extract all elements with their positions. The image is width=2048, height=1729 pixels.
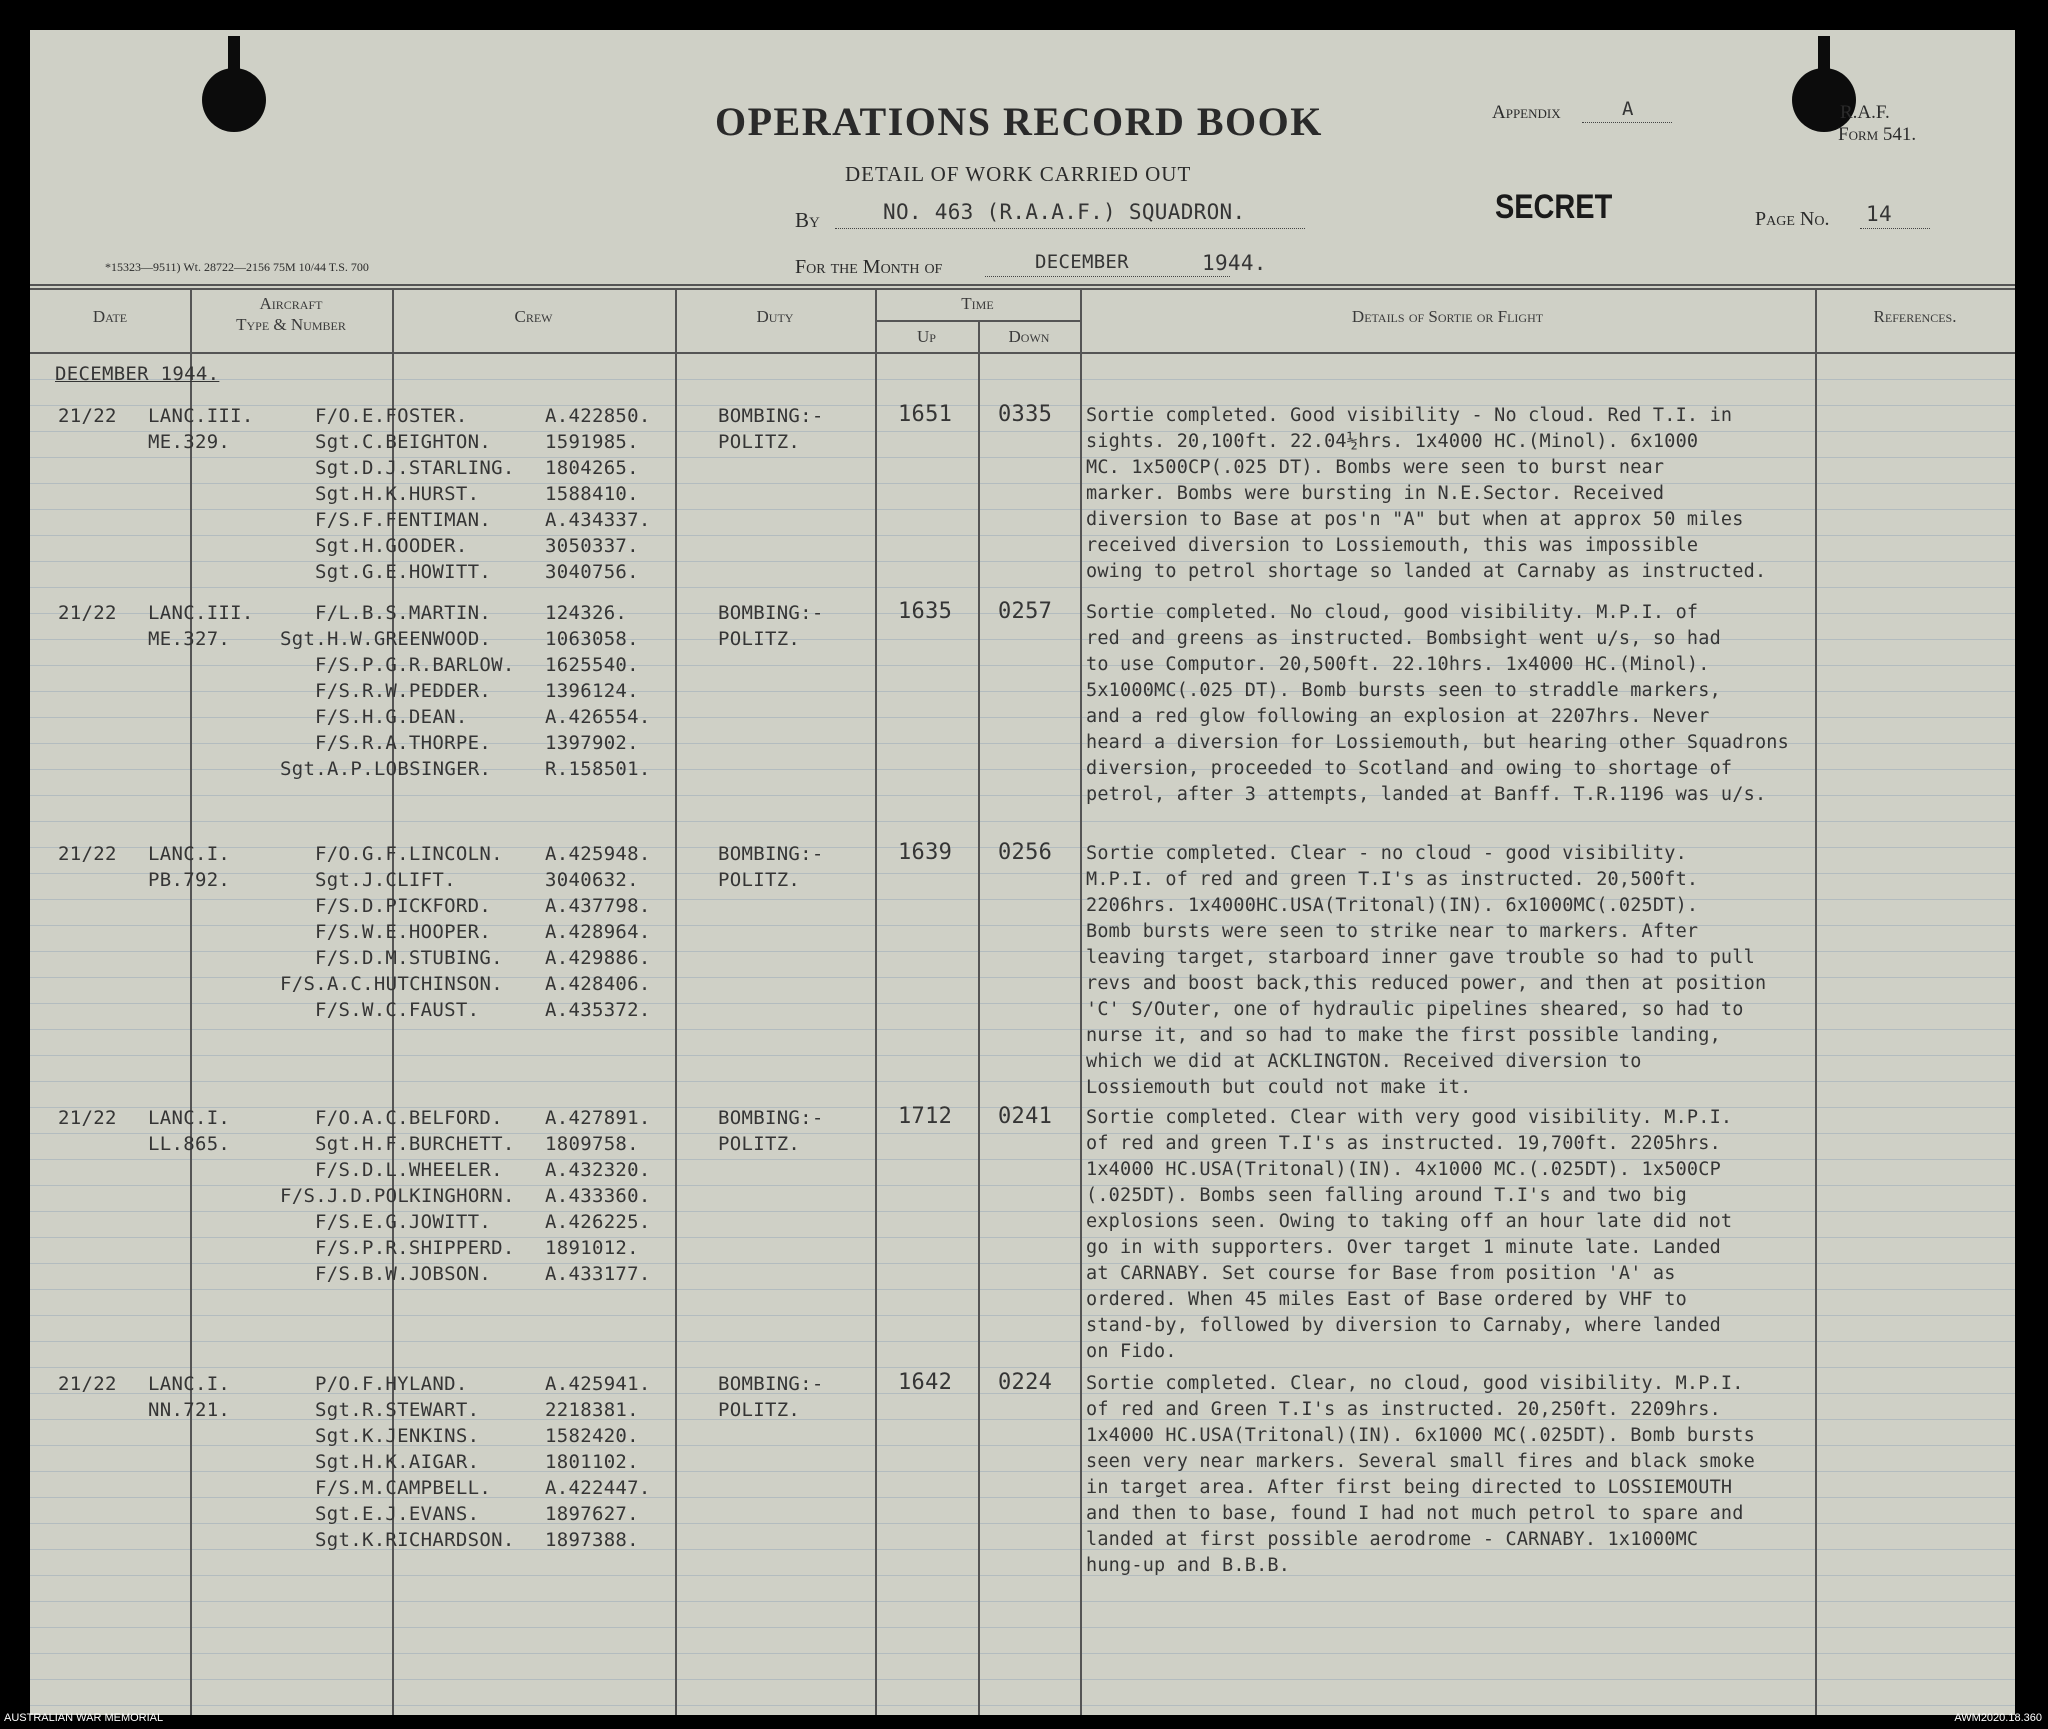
col-up: Up — [917, 327, 936, 346]
sortie-detail-line: diversion, proceeded to Scotland and owing to shortage of — [1086, 758, 1733, 779]
sortie-detail-line: sights. 20,100ft. 22.04½hrs. 1x4000 HC.(Minol). 6x1000 — [1086, 431, 1699, 452]
crew-name: F/O.A.C.BELFORD. — [315, 1107, 503, 1129]
crew-name: Sgt.H.F.BURCHETT. — [315, 1133, 515, 1155]
crew-name: P/O.F.HYLAND. — [315, 1373, 468, 1395]
sortie-detail-line: M.P.I. of red and green T.I's as instructed. 20,500ft. — [1086, 869, 1699, 890]
crew-name: F/S.H.G.DEAN. — [315, 706, 468, 728]
crew-service-number: A.435372. — [545, 999, 651, 1021]
crew-service-number: A.432320. — [545, 1159, 651, 1181]
crew-service-number: A.425941. — [545, 1373, 651, 1395]
entry-date: 21/22 — [58, 1107, 117, 1129]
crew-service-number: A.426225. — [545, 1211, 651, 1233]
squadron-name: NO. 463 (R.A.A.F.) SQUADRON. — [883, 200, 1246, 224]
crew-service-number: A.434337. — [545, 509, 651, 531]
entry-date: 21/22 — [58, 602, 117, 624]
sortie-detail-line: in target area. After first being directed to LOSSIEMOUTH — [1086, 1477, 1733, 1498]
sortie-detail-line: which we did at ACKLINGTON. Received diversion to — [1086, 1051, 1642, 1072]
col-crew: Crew — [514, 307, 553, 326]
record-sheet — [30, 30, 2015, 1715]
ruled-line — [30, 1081, 2015, 1082]
crew-service-number: 1625540. — [545, 654, 639, 676]
crew-name: Sgt.A.P.LOBSINGER. — [280, 758, 492, 780]
aircraft-type: LANC.I. — [148, 843, 231, 865]
page-number: 14 — [1866, 202, 1892, 226]
crew-name: Sgt.R.STEWART. — [315, 1399, 480, 1421]
month-label: For the Month of — [795, 256, 943, 278]
col-aircraft: Aircraft — [259, 294, 323, 313]
col-references: References. — [1873, 307, 1957, 326]
duty: BOMBING:- — [718, 1107, 824, 1129]
crew-service-number: 1397902. — [545, 732, 639, 754]
duty: BOMBING:- — [718, 405, 824, 427]
crew-service-number: 1809758. — [545, 1133, 639, 1155]
ruled-line — [30, 1679, 2015, 1680]
time-up: 1639 — [898, 840, 953, 865]
binder-hole-left — [202, 68, 266, 132]
aircraft-type: LANC.I. — [148, 1373, 231, 1395]
crew-name: F/S.P.G.R.BARLOW. — [315, 654, 515, 676]
crew-service-number: A.427891. — [545, 1107, 651, 1129]
col-aircraft-sub: Type & Number — [236, 315, 346, 334]
ruled-line — [30, 587, 2015, 588]
crew-service-number: 1591985. — [545, 431, 639, 453]
duty: BOMBING:- — [718, 602, 824, 624]
crew-service-number: 1588410. — [545, 483, 639, 505]
ruled-line — [30, 1575, 2015, 1576]
crew-name: F/L.B.S.MARTIN. — [315, 602, 492, 624]
sortie-detail-line: seen very near markers. Several small fires and black smoke — [1086, 1451, 1755, 1472]
col-duty: Duty — [756, 307, 794, 326]
crew-name: Sgt.H.GOODER. — [315, 535, 468, 557]
year-value: 1944. — [1202, 251, 1267, 275]
crew-service-number: A.422850. — [545, 405, 651, 427]
sortie-detail-line: on Fido. — [1086, 1341, 1177, 1362]
time-down: 0335 — [998, 402, 1053, 427]
crew-service-number: A.428406. — [545, 973, 651, 995]
ruled-line — [30, 1055, 2015, 1056]
crew-service-number: 3040756. — [545, 561, 639, 583]
aircraft-number: LL.865. — [148, 1133, 231, 1155]
form-title: OPERATIONS RECORD BOOK — [715, 99, 1323, 144]
crew-name: Sgt.G.E.HOWITT. — [315, 561, 492, 583]
crew-name: F/O.G.F.LINCOLN. — [315, 843, 503, 865]
duty-target: POLITZ. — [718, 1399, 801, 1421]
crew-name: F/S.B.W.JOBSON. — [315, 1263, 492, 1285]
form-raf: R.A.F. — [1840, 102, 1890, 123]
crew-service-number: A.429886. — [545, 947, 651, 969]
crew-service-number: 3040632. — [545, 869, 639, 891]
aircraft-number: PB.792. — [148, 869, 231, 891]
col-down: Down — [1008, 327, 1050, 346]
crew-service-number: 1582420. — [545, 1425, 639, 1447]
secret-stamp: SECRET — [1495, 188, 1613, 226]
sortie-detail-line: of red and Green T.I's as instructed. 20,250ft. 2209hrs. — [1086, 1399, 1721, 1420]
crew-name: F/S.J.D.POLKINGHORN. — [280, 1185, 515, 1207]
sortie-detail-line: Bomb bursts were seen to strike near to markers. After — [1086, 921, 1699, 942]
sortie-detail-line: MC. 1x500CP(.025 DT). Bombs were seen to burst near — [1086, 457, 1665, 478]
duty: BOMBING:- — [718, 1373, 824, 1395]
crew-service-number: A.426554. — [545, 706, 651, 728]
crew-name: F/S.M.CAMPBELL. — [315, 1477, 492, 1499]
month-heading: DECEMBER 1944. — [55, 363, 220, 385]
crew-name: F/S.E.G.JOWITT. — [315, 1211, 492, 1233]
crew-name: Sgt.H.W.GREENWOOD. — [280, 628, 492, 650]
sortie-detail-line: heard a diversion for Lossiemouth, but hearing other Squadrons — [1086, 732, 1789, 753]
sortie-detail-line: Sortie completed. Clear - no cloud - good visibility. — [1086, 843, 1687, 864]
crew-service-number: 1804265. — [545, 457, 639, 479]
crew-name: Sgt.K.RICHARDSON. — [315, 1529, 515, 1551]
sortie-detail-line: ordered. When 45 miles East of Base ordered by VHF to — [1086, 1289, 1687, 1310]
month-value: DECEMBER — [1035, 251, 1129, 273]
sortie-detail-line: landed at first possible aerodrome - CARNABY. 1x1000MC — [1086, 1529, 1699, 1550]
crew-service-number: 1897388. — [545, 1529, 639, 1551]
by-label: By — [795, 208, 820, 232]
ruled-line — [30, 1705, 2015, 1706]
ruled-line — [30, 379, 2015, 380]
sortie-detail-line: marker. Bombs were bursting in N.E.Sector. Received — [1086, 483, 1665, 504]
ruled-line — [30, 1341, 2015, 1342]
crew-service-number: A.437798. — [545, 895, 651, 917]
aircraft-number: ME.329. — [148, 431, 231, 453]
crew-service-number: 124326. — [545, 602, 628, 624]
sortie-detail-line: at CARNABY. Set course for Base from position 'A' as — [1086, 1263, 1676, 1284]
crew-service-number: 3050337. — [545, 535, 639, 557]
crew-name: F/S.P.R.SHIPPERD. — [315, 1237, 515, 1259]
crew-service-number: A.433177. — [545, 1263, 651, 1285]
sortie-detail-line: and a red glow following an explosion at 2207hrs. Never — [1086, 706, 1710, 727]
crew-name: F/O.E.FOSTER. — [315, 405, 468, 427]
col-date: Date — [92, 307, 128, 326]
page-label: Page No. — [1755, 208, 1830, 230]
col-details: Details of Sortie or Flight — [1351, 307, 1544, 326]
crew-service-number: R.158501. — [545, 758, 651, 780]
aircraft-number: NN.721. — [148, 1399, 231, 1421]
appendix-label: Appendix — [1492, 102, 1561, 123]
crew-name: Sgt.E.J.EVANS. — [315, 1503, 480, 1525]
archive-credit: AUSTRALIAN WAR MEMORIAL — [4, 1712, 164, 1724]
crew-name: Sgt.H.K.AIGAR. — [315, 1451, 480, 1473]
time-down: 0241 — [998, 1104, 1053, 1129]
ruled-line — [30, 1627, 2015, 1628]
crew-name: F/S.D.M.STUBING. — [315, 947, 503, 969]
aircraft-type: LANC.III. — [148, 602, 254, 624]
form-number: Form 541. — [1838, 124, 1917, 145]
crew-name: F/S.R.W.PEDDER. — [315, 680, 492, 702]
aircraft-type: LANC.III. — [148, 405, 254, 427]
sortie-detail-line: received diversion to Lossiemouth, this was impossible — [1086, 535, 1699, 556]
time-up: 1642 — [898, 1370, 953, 1395]
time-down: 0256 — [998, 840, 1053, 865]
sortie-detail-line: red and greens as instructed. Bombsight went u/s, so had — [1086, 628, 1721, 649]
sortie-detail-line: (.025DT). Bombs seen falling around T.I's and two big — [1086, 1185, 1687, 1206]
entry-date: 21/22 — [58, 843, 117, 865]
crew-service-number: A.425948. — [545, 843, 651, 865]
time-up: 1651 — [898, 402, 953, 427]
crew-name: Sgt.H.K.HURST. — [315, 483, 480, 505]
sortie-detail-line: diversion to Base at pos'n "A" but when at approx 50 miles — [1086, 509, 1744, 530]
duty: BOMBING:- — [718, 843, 824, 865]
duty-target: POLITZ. — [718, 1133, 801, 1155]
time-up: 1712 — [898, 1104, 953, 1129]
appendix-value: A — [1622, 98, 1634, 120]
sortie-detail-line: nurse it, and so had to make the first possible landing, — [1086, 1025, 1721, 1046]
ruled-line — [30, 1289, 2015, 1290]
sortie-detail-line: 'C' S/Outer, one of hydraulic pipelines sheared, so had to — [1086, 999, 1744, 1020]
duty-target: POLITZ. — [718, 628, 801, 650]
ruled-line — [30, 1653, 2015, 1654]
crew-service-number: 1063058. — [545, 628, 639, 650]
sortie-detail-line: hung-up and B.B.B. — [1086, 1555, 1291, 1576]
duty-target: POLITZ. — [718, 431, 801, 453]
sortie-detail-line: and then to base, found I had not much petrol to spare and — [1086, 1503, 1744, 1524]
crew-service-number: 2218381. — [545, 1399, 639, 1421]
crew-service-number: A.428964. — [545, 921, 651, 943]
ruled-line — [30, 1367, 2015, 1368]
archive-reference: AWM2020.18.360 — [1954, 1712, 2042, 1724]
ruled-line — [30, 821, 2015, 822]
crew-name: Sgt.K.JENKINS. — [315, 1425, 480, 1447]
aircraft-type: LANC.I. — [148, 1107, 231, 1129]
crew-service-number: 1801102. — [545, 1451, 639, 1473]
time-up: 1635 — [898, 599, 953, 624]
time-down: 0257 — [998, 599, 1053, 624]
crew-name: F/S.R.A.THORPE. — [315, 732, 492, 754]
entry-date: 21/22 — [58, 1373, 117, 1395]
sortie-detail-line: Lossiemouth but could not make it. — [1086, 1077, 1472, 1098]
sortie-detail-line: leaving target, starboard inner gave trouble so had to pull — [1086, 947, 1755, 968]
sortie-detail-line: Sortie completed. Clear, no cloud, good visibility. M.P.I. — [1086, 1373, 1744, 1394]
sortie-detail-line: 5x1000MC(.025 DT). Bomb bursts seen to straddle markers, — [1086, 680, 1721, 701]
crew-service-number: 1396124. — [545, 680, 639, 702]
sortie-detail-line: stand-by, followed by diversion to Carnaby, where landed — [1086, 1315, 1721, 1336]
sortie-detail-line: revs and boost back,this reduced power, and then at position — [1086, 973, 1767, 994]
sortie-detail-line: explosions seen. Owing to taking off an hour late did not — [1086, 1211, 1733, 1232]
entry-date: 21/22 — [58, 405, 117, 427]
sortie-detail-line: Sortie completed. Clear with very good visibility. M.P.I. — [1086, 1107, 1733, 1128]
crew-service-number: 1891012. — [545, 1237, 639, 1259]
duty-target: POLITZ. — [718, 869, 801, 891]
form-subtitle: DETAIL OF WORK CARRIED OUT — [845, 162, 1192, 186]
col-time: Time — [961, 294, 994, 313]
sortie-detail-line: 1x4000 HC.USA(Tritonal)(IN). 4x1000 MC.(.025DT). 1x500CP — [1086, 1159, 1721, 1180]
sortie-detail-line: 1x4000 HC.USA(Tritonal)(IN). 6x1000 MC(.025DT). Bomb bursts — [1086, 1425, 1755, 1446]
sortie-detail-line: to use Computor. 20,500ft. 22.10hrs. 1x4000 HC.(Minol). — [1086, 654, 1710, 675]
crew-name: F/S.W.E.HOOPER. — [315, 921, 492, 943]
crew-name: F/S.D.L.WHEELER. — [315, 1159, 503, 1181]
crew-name: Sgt.D.J.STARLING. — [315, 457, 515, 479]
ruled-line — [30, 1601, 2015, 1602]
aircraft-number: ME.327. — [148, 628, 231, 650]
crew-service-number: A.433360. — [545, 1185, 651, 1207]
sortie-detail-line: Sortie completed. No cloud, good visibility. M.P.I. of — [1086, 602, 1699, 623]
crew-name: F/S.F.FENTIMAN. — [315, 509, 492, 531]
crew-name: Sgt.C.BEIGHTON. — [315, 431, 492, 453]
crew-name: Sgt.J.CLIFT. — [315, 869, 456, 891]
print-code: *15323—9511) Wt. 28722—2156 75M 10/44 T.S. 700 — [105, 260, 369, 274]
sortie-detail-line: 2206hrs. 1x4000HC.USA(Tritonal)(IN). 6x1000MC(.025DT). — [1086, 895, 1699, 916]
sortie-detail-line: petrol, after 3 attempts, landed at Banff. T.R.1196 was u/s. — [1086, 784, 1767, 805]
sortie-detail-line: go in with supporters. Over target 1 minute late. Landed — [1086, 1237, 1721, 1258]
crew-name: F/S.W.C.FAUST. — [315, 999, 480, 1021]
crew-name: F/S.A.C.HUTCHINSON. — [280, 973, 504, 995]
sortie-detail-line: Sortie completed. Good visibility - No cloud. Red T.I. in — [1086, 405, 1733, 426]
crew-name: F/S.D.PICKFORD. — [315, 895, 492, 917]
crew-service-number: A.422447. — [545, 1477, 651, 1499]
time-down: 0224 — [998, 1370, 1053, 1395]
crew-service-number: 1897627. — [545, 1503, 639, 1525]
sortie-detail-line: of red and green T.I's as instructed. 19,700ft. 2205hrs. — [1086, 1133, 1721, 1154]
sortie-detail-line: owing to petrol shortage so landed at Carnaby as instructed. — [1086, 561, 1767, 582]
